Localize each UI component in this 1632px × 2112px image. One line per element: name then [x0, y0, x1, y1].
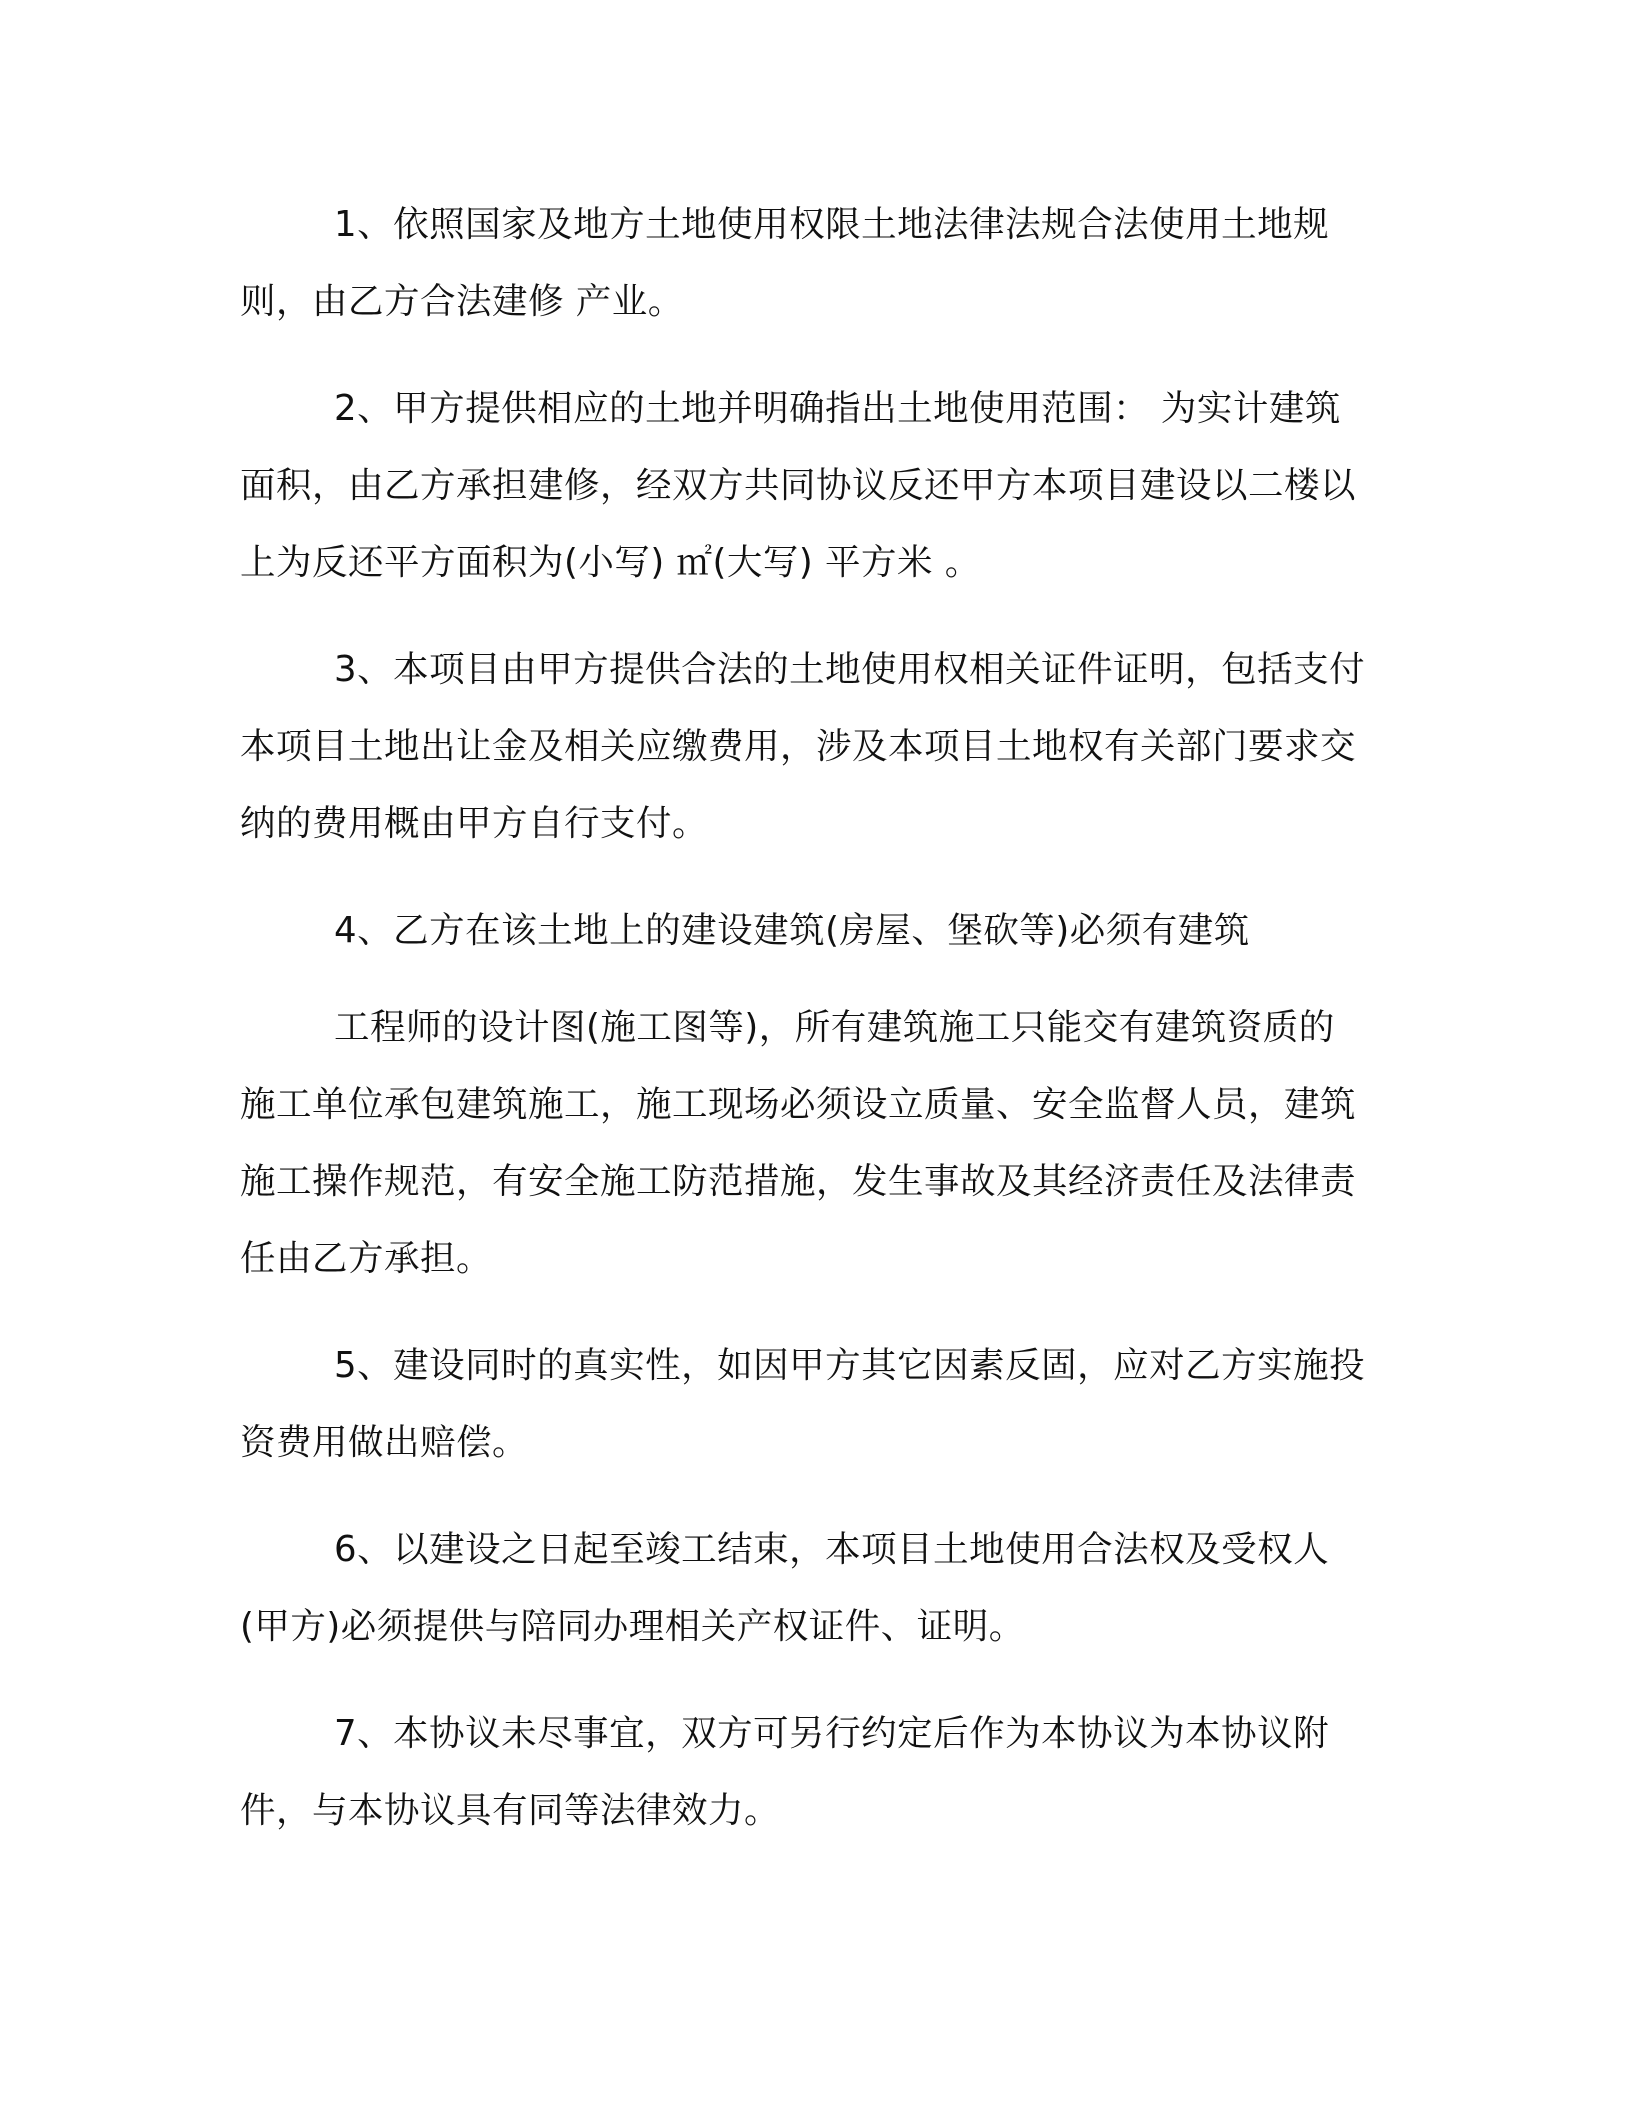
clause-5: 5、建设同时的真实性，如因甲方其它因素反固，应对乙方实施投资费用做出赔偿。 — [240, 1345, 1366, 1463]
clause-3: 3、本项目由甲方提供合法的土地使用权相关证件证明，包括支付本项目土地出让金及相关应缴费用，涉及本项目土地权有关部门要求交纳的费用概由甲方自行支付。 — [240, 649, 1366, 844]
clause-7: 7、本协议未尽事宜，双方可另行约定后作为本协议为本协议附件，与本协议具有同等法律效力。 — [240, 1713, 1330, 1831]
clause-1: 1、依照国家及地方土地使用权限土地法律法规合法使用土地规则，由乙方合法建修 产业。 — [240, 204, 1330, 322]
clause-4-heading: 4、乙方在该土地上的建设建筑(房屋、堡砍等)必须有建筑 — [334, 910, 1250, 951]
clause-6: 6、以建设之日起至竣工结束，本项目土地使用合法权及受权人(甲方)必须提供与陪同办理相关产权证件、证明。 — [240, 1529, 1330, 1647]
clause-2: 2、甲方提供相应的土地并明确指出土地使用范围： 为实计建筑面积，由乙方承担建修，经双方共同协议反还甲方本项目建设以二楼以上为反还平方面积为(小写) ㎡(大写) 平方米 。 — [240, 388, 1357, 583]
clause-4-body: 工程师的设计图(施工图等)，所有建筑施工只能交有建筑资质的施工单位承包建筑施工，施工现场必须设立质量、安全监督人员，建筑施工操作规范，有安全施工防范措施，发生事故及其经济责任及法律责任由乙方承担。 — [240, 1007, 1357, 1279]
document-body — [240, 186, 1370, 1879]
